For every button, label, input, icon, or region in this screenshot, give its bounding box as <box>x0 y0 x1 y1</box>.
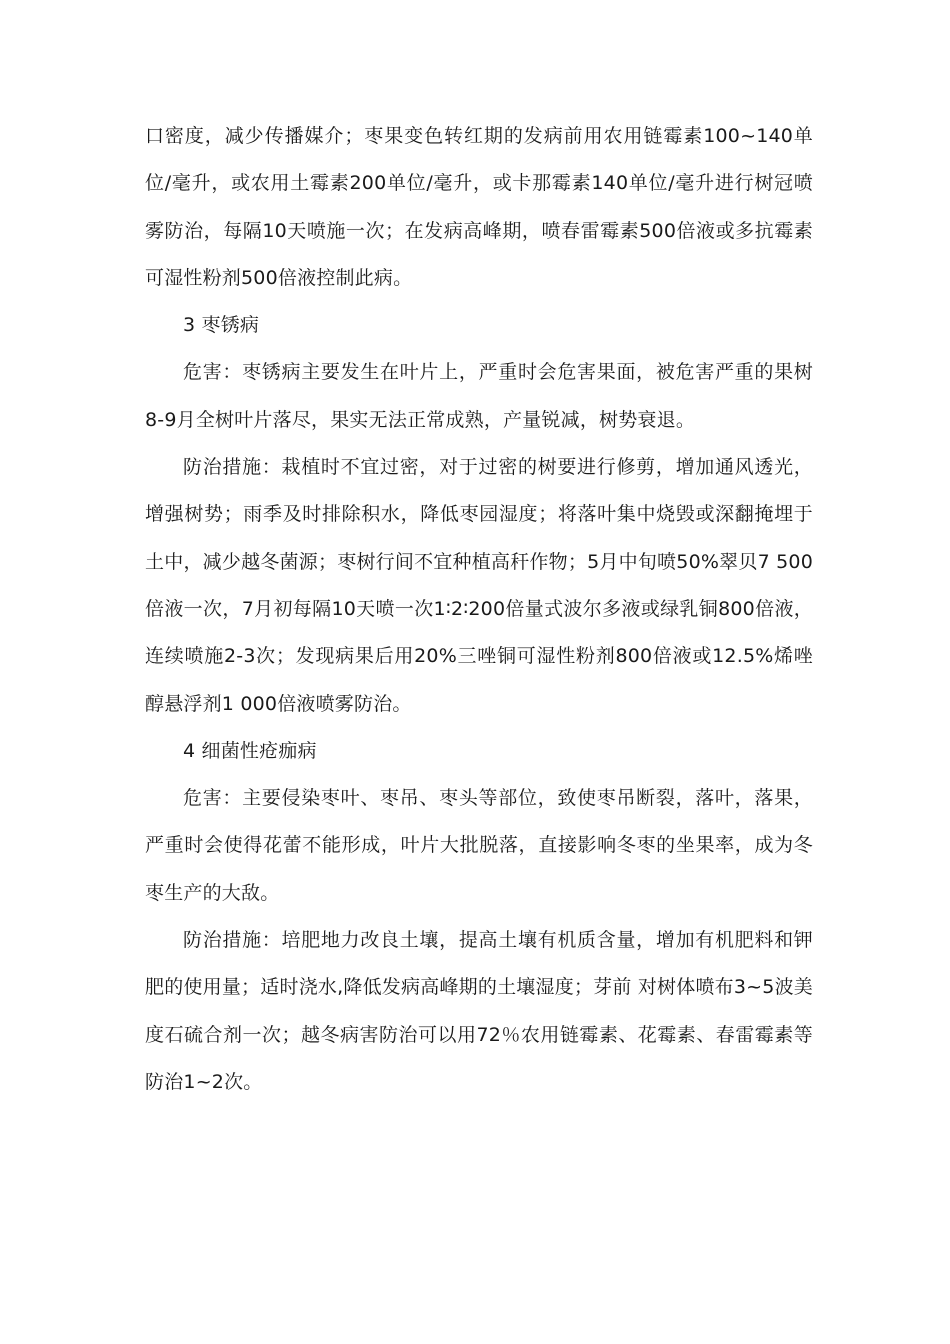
paragraph-scab-harm: 危害：主要侵染枣叶、枣吊、枣头等部位，致使枣吊断裂，落叶，落果，严重时会使得花蕾不能形成，叶片大批脱落，直接影响冬枣的坐果率，成为冬枣生产的大敌。 <box>145 787 813 904</box>
paragraph-prevention-continued: 口密度，减少传播媒介；枣果变色转红期的发病前用农用链霉素100~140单位/毫升，或农用土霉素200单位/毫升，或卡那霉素140单位/毫升进行树冠喷雾防治，每隔10天喷施一次；在发病高峰期，喷春雷霉素500倍液或多抗霉素可湿性粉剂500倍液控制此病。 <box>145 125 813 289</box>
paragraph-scab-prevention: 防治措施：培肥地力改良土壤，提高土壤有机质含量，增加有机肥料和钾肥的使用量；适时浇水,降低发病高峰期的土壤湿度；芽前 对树体喷布3~5波美度石硫合剂一次；越冬病害防治可以用72％农用链霉素、花霉素、春雷霉素等防治1~2次。 <box>145 929 813 1093</box>
document-body <box>145 113 813 1106</box>
section-heading-jujube-rust: 3 枣锈病 <box>183 314 260 337</box>
section-heading-bacterial-scab: 4 细菌性疮痂病 <box>183 739 317 762</box>
paragraph-rust-harm: 危害：枣锈病主要发生在叶片上，严重时会危害果面，被危害严重的果树8-9月全树叶片落尽，果实无法正常成熟，产量锐减，树势衰退。 <box>145 361 813 431</box>
paragraph-rust-prevention: 防治措施：栽植时不宜过密，对于过密的树要进行修剪，增加通风透光，增强树势；雨季及时排除积水，降低枣园湿度；将落叶集中烧毁或深翻掩埋于土中，减少越冬菌源；枣树行间不宜种植高秆作物；5月中旬喷50%翠贝7 500倍液一次，7月初每隔10天喷一次1∶2∶200倍量式波尔多液或绿乳铜800倍液，连续喷施2-3次；发现病果后用20%三唑铜可湿性粉剂800倍液或12.5%烯唑醇悬浮剂1 000倍液喷雾防治。 <box>145 456 813 715</box>
